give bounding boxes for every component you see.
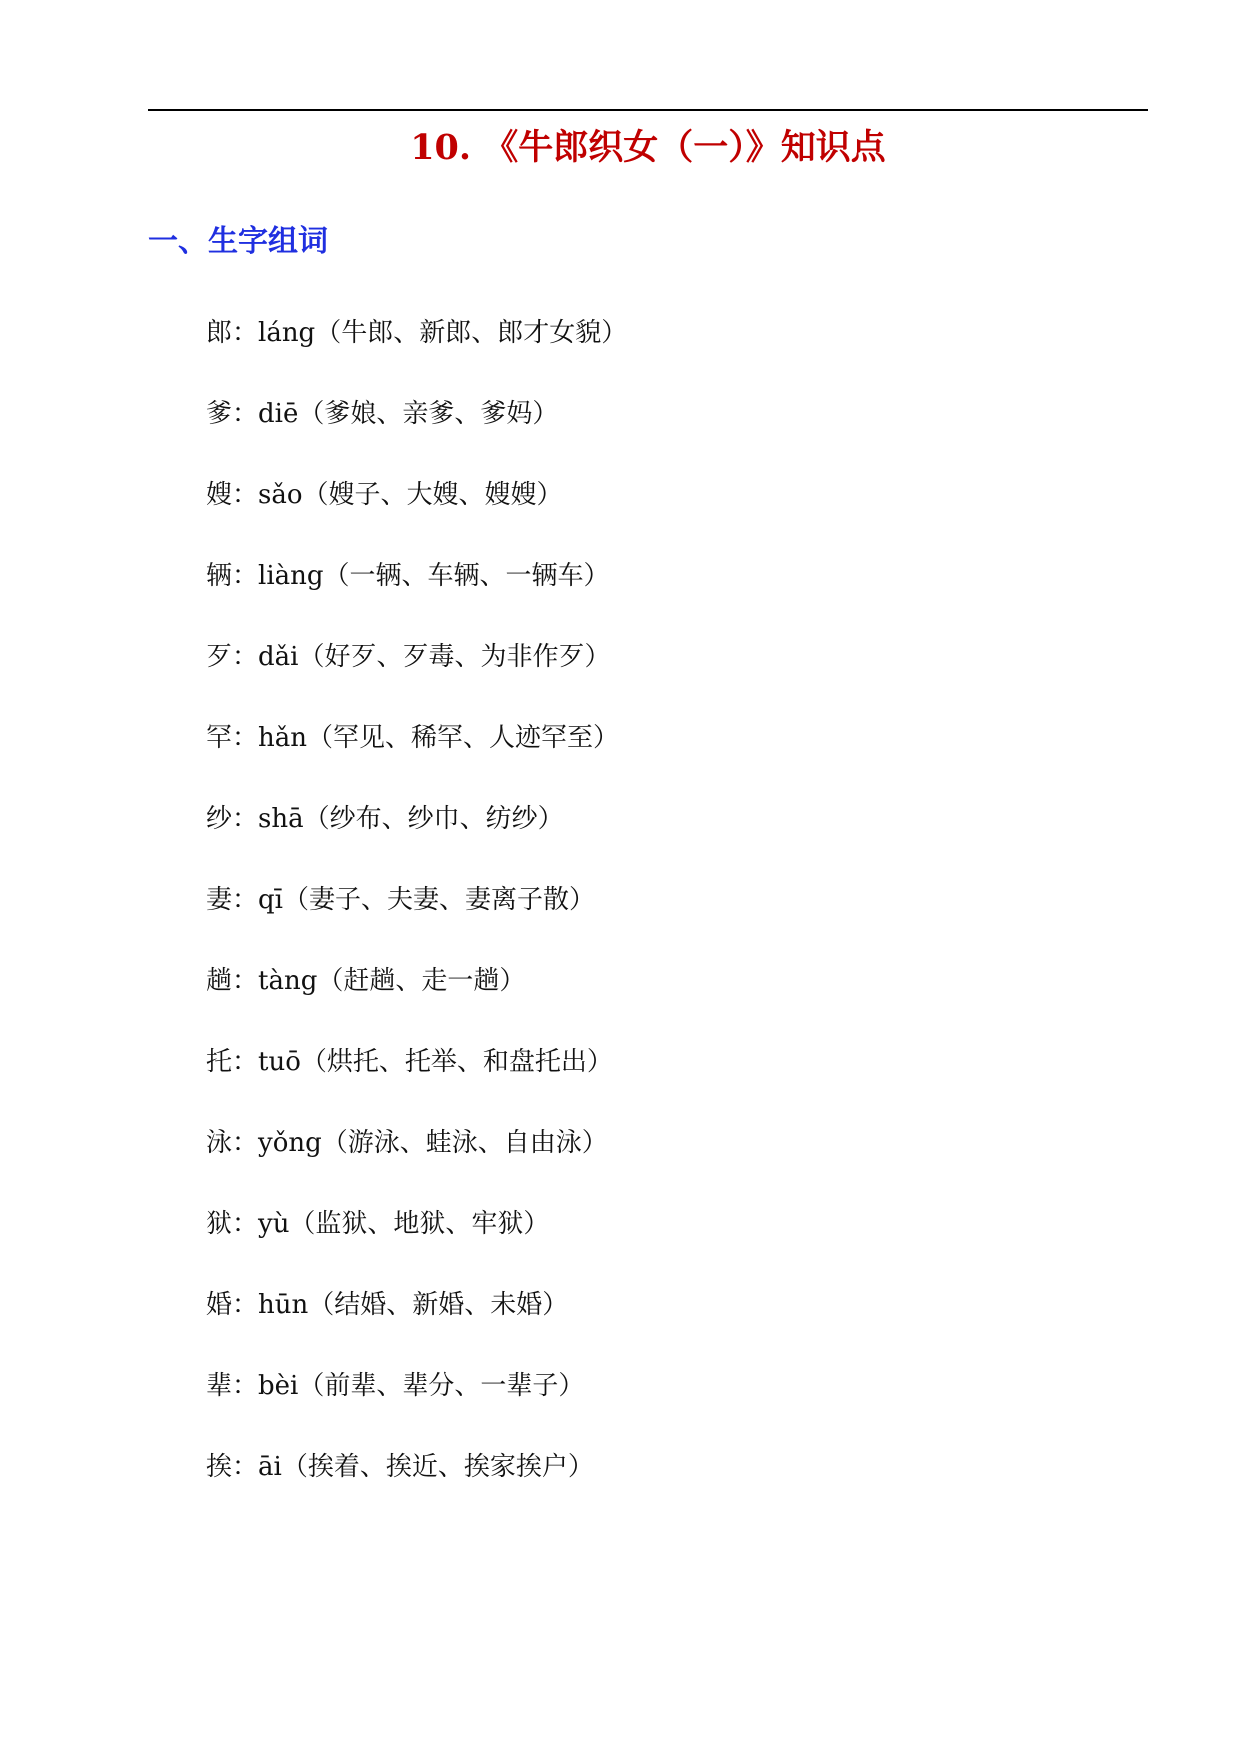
list-item: 歹：dǎi（好歹、歹毒、为非作歹）: [206, 642, 611, 672]
list-item: 爹：diē（爹娘、亲爹、爹妈）: [206, 399, 559, 429]
list-item: 辆：liàng（一辆、车辆、一辆车）: [206, 561, 610, 591]
section-heading: 一、生字组词: [148, 224, 328, 259]
list-item: 婚：hūn（结婚、新婚、未婚）: [206, 1290, 569, 1320]
character-word-list: [206, 308, 627, 1523]
list-item: 挨：āi（挨着、挨近、挨家挨户）: [206, 1452, 594, 1482]
list-item: 妻：qī（妻子、夫妻、妻离子散）: [206, 885, 595, 915]
list-item: 辈：bèi（前辈、辈分、一辈子）: [206, 1371, 585, 1401]
header-rule: [148, 109, 1148, 111]
list-item: 纱：shā（纱布、纱巾、纺纱）: [206, 804, 564, 834]
list-item: 泳：yǒng（游泳、蛙泳、自由泳）: [206, 1128, 608, 1158]
list-item: 嫂：sǎo（嫂子、大嫂、嫂嫂）: [206, 480, 563, 510]
list-item: 郎：láng（牛郎、新郎、郎才女貌）: [206, 318, 628, 348]
page-title: 10. 《牛郎织女（一）》知识点: [410, 127, 886, 168]
list-item: 狱：yù（监狱、地狱、牢狱）: [206, 1209, 550, 1239]
list-item: 罕：hǎn（罕见、稀罕、人迹罕至）: [206, 723, 619, 753]
list-item: 趟：tàng（赶趟、走一趟）: [206, 966, 526, 996]
list-item: 托：tuō（烘托、托举、和盘托出）: [206, 1047, 613, 1077]
